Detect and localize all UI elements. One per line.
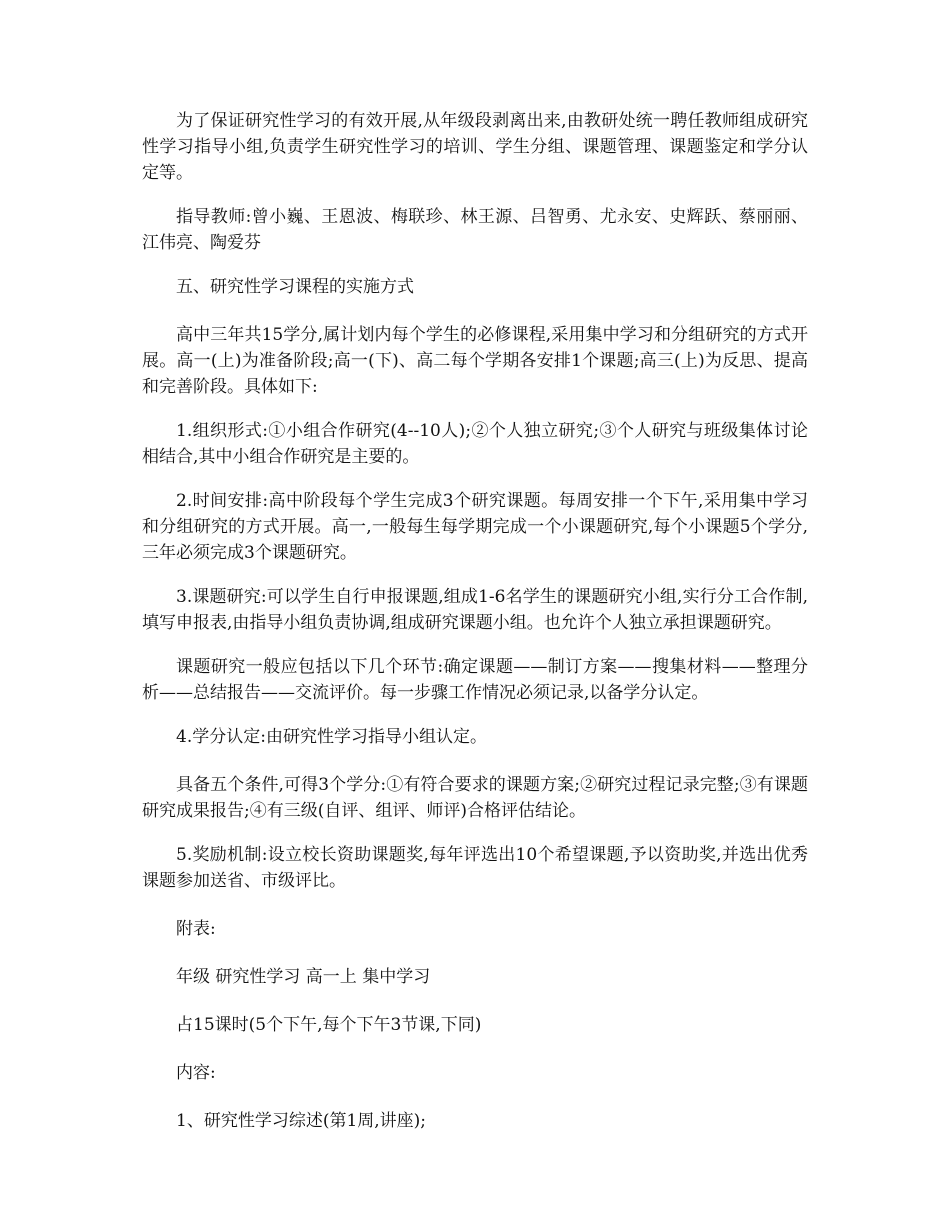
paragraph-credits-overview: 高中三年共15学分,属计划内每个学生的必修课程,采用集中学习和分组研究的方式开展。高一(上)为准备阶段;高一(下)、高二每个学期各安排1个课题;高三(上)为反思、提高和完善阶段。具体如下: [142, 325, 808, 397]
paragraph-topic-research: 3.课题研究:可以学生自行申报课题,组成1-6名学生的课题研究小组,实行分工合作制,填写申报表,由指导小组负责协调,组成研究课题小组。也允许个人独立承担课题研究。 [142, 587, 808, 633]
section-heading-implementation: 五、研究性学习课程的实施方式 [176, 277, 414, 297]
paragraph-organization-form: 1.组织形式:①小组合作研究(4--10人);②个人独立研究;③个人研究与班级集体讨论相结合,其中小组合作研究是主要的。 [142, 421, 808, 467]
document-body [142, 108, 808, 1156]
paragraph-research-steps: 课题研究一般应包括以下几个环节:确定课题——制订方案——搜集材料——整理分析——总结报告——交流评价。每一步骤工作情况必须记录,以备学分认定。 [142, 657, 808, 703]
paragraph-teachers: 指导教师:曾小巍、王恩波、梅联珍、林王源、吕智勇、尤永安、史辉跃、蔡丽丽、江伟亮、陶爱芬 [142, 207, 808, 253]
appendix-hours-line: 占15课时(5个下午,每个下午3节课,下同) [176, 1015, 482, 1035]
paragraph-reward-mechanism: 5.奖励机制:设立校长资助课题奖,每年评选出10个希望课题,予以资助奖,并选出优秀课题参加送省、市级评比。 [142, 845, 808, 891]
appendix-content-item-1: 1、研究性学习综述(第1周,讲座); [176, 1111, 427, 1131]
paragraph-time-arrangement: 2.时间安排:高中阶段每个学生完成3个研究课题。每周安排一个下午,采用集中学习和分组研究的方式开展。高一,一般每生每学期完成一个小课题研究,每个小课题5个学分,三年必须完成3个课题研究。 [142, 491, 808, 563]
appendix-label: 附表: [176, 919, 216, 939]
appendix-content-label: 内容: [176, 1063, 216, 1083]
appendix-grade-line: 年级 研究性学习 高一上 集中学习 [176, 967, 431, 987]
paragraph-five-conditions: 具备五个条件,可得3个学分:①有符合要求的课题方案;②研究过程记录完整;③有课题研究成果报告;④有三级(自评、组评、师评)合格评估结论。 [142, 775, 808, 821]
paragraph-credit-approval: 4.学分认定:由研究性学习指导小组认定。 [176, 727, 487, 747]
paragraph-guidance-group: 为了保证研究性学习的有效开展,从年级段剥离出来,由教研处统一聘任教师组成研究性学习指导小组,负责学生研究性学习的培训、学生分组、课题管理、课题鉴定和学分认定等。 [142, 111, 808, 183]
